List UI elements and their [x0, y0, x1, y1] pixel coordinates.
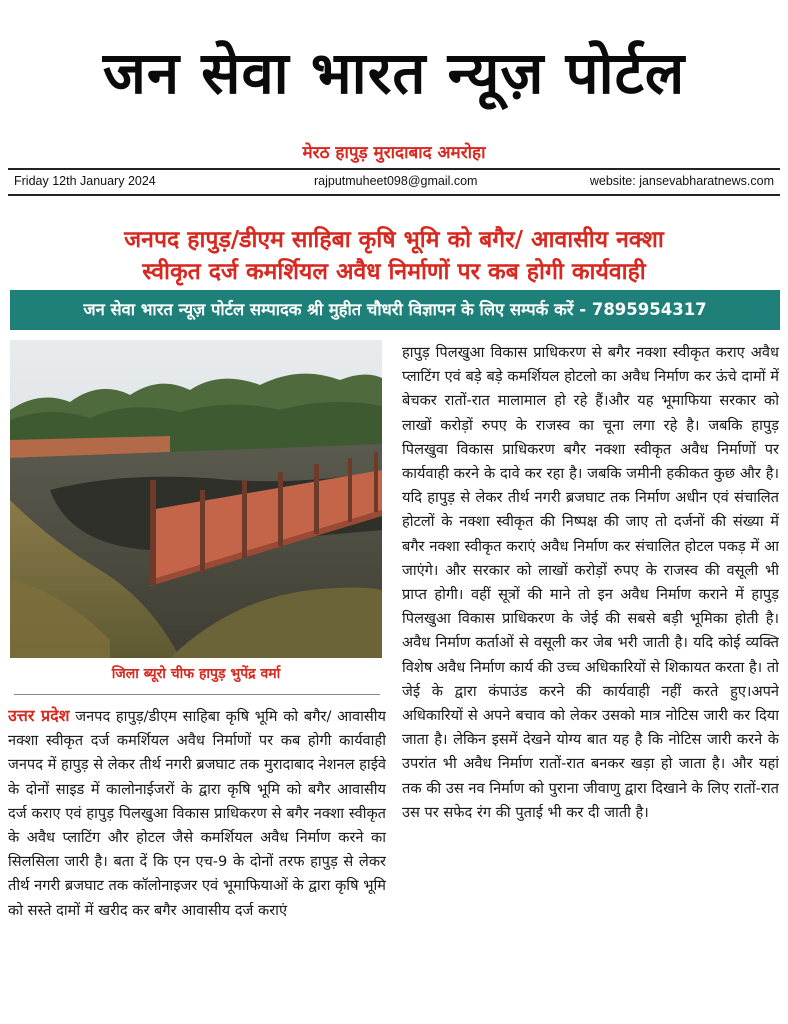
website-link[interactable]: website: jansevabharatnews.com — [589, 174, 774, 188]
article-column-left — [8, 704, 386, 1020]
article-lead-location: उत्तर प्रदेश — [8, 706, 70, 725]
publish-date: Friday 12th January 2024 — [14, 174, 156, 188]
photo-caption: जिला ब्यूरो चीफ हापुड़ भुपेंद्र वर्मा — [111, 666, 281, 682]
headline-line-2: स्वीकृत दर्ज कमर्शियल अवैध निर्माणों पर कब होगी कार्यवाही — [142, 259, 646, 285]
cities-subtitle: मेरठ हापुड़ मुरादाबाद अमरोहा — [302, 143, 486, 163]
masthead-title: जन सेवा भारत न्यूज़ पोर्टल — [102, 39, 686, 107]
article-headline — [10, 224, 778, 288]
article-column-right: हापुड़ पिलखुआ विकास प्राधिकरण से बगैर नक्शा स्वीकृत कराए अवैध प्लाटिंग एवं बड़े बड़े कमर्शियल होटलो का अवैध निर्माण कर ऊंचे दामों में बेचकर रातों-रात मालामाल हो रहे हैं।और यह भूमाफिया सरकार को लाखों करोड़ों रुपए के राजस्व का चूना लगा रहे है। जबकि हापुड़ पिलखुवा विकास प्राधिकरण बगैर नक्शा स्वीकृत अवैध निर्माणों पर कार्यवाही करने के दावे कर रहा है। जबकि जमीनी हकीकत कुछ और है। यदि हापुड़ से लेकर तीर्थ नगरी ब्रजघाट तक निर्माण अधीन एवं संचालित होटलों के नक्शा स्वीकृत की निष्पक्ष की जाए तो दर्जनों की संख्या में बगैर नक्शा स्वीकृत कराएं अवैध निर्माण कर संचालित होटल पकड़ में आ जाएंगे। और सरकार को लाखों करोड़ों रुपए के राजस्व की वसूली भी प्राप्त होगी। वहीं सूत्रों की माने तो इन अवैध निर्माण कराने में हापुड़ पिलखुआ विकास प्राधिकरण के जेई की सबसे बड़ी भूमिका होती है। अवैध निर्माण कर्ताओं से वसूली कर जेब भरी जाती है। यदि कोई व्यक्ति विशेष अवैध निर्माण कार्य की उच्च अधिकारियों से शिकायत करता है। तो जेई के द्वारा कंपाउंड करने की कार्यवाही नहीं करते हुए।अपने अधिकारियों से अपने बचाव को लेकर उसको मात्र नोटिस जारी कर दिया जाता है। लेकिन इसमें देखने योग्य बात यह है कि नोटिस जारी करने के उपरांत भी अवैध निर्माण रातों-रात बनकर खड़ा हो जाता है। और यहां तक की उस नव निर्माण को पुराना जीवाणु द्वारा दिखाने के लिए रातों-रात उस पर सफेद रंग की पुताई भी कर दी जाती है। — [402, 344, 779, 821]
news-photo — [10, 340, 382, 658]
top-divider — [8, 168, 780, 170]
headline-line-1: जनपद हापुड़/डीएम साहिबा कृषि भूमि को बगैर/ आवासीय नक्शा — [124, 227, 664, 253]
bottom-divider — [8, 194, 780, 196]
contact-email[interactable]: rajputmuheet098@gmail.com — [314, 174, 478, 188]
article-body-left: जनपद हापुड़/डीएम साहिबा कृषि भूमि को बगैर/ आवासीय नक्शा स्वीकृत दर्ज कमर्शियल अवैध निर्माणों पर कब होगी कार्यवाही जनपद में हापुड़ से लेकर तीर्थ नगरी ब्रजघाट तक मुरादाबाद नेशनल हाईवे के दोनों साइड में कालोनाईजरों के द्वारा कृषि भूमि को बगैर आवासीय दर्ज कराए एवं हापुड़ पिलखुआ विकास प्राधिकरण से बगैर नक्शा स्वीकृत के अवैध प्लाटिंग और होटल जैसे कमर्शियल अवैध निर्माण करने का सिलसिला जारी है। बता दें कि एन एच-9 के दोनों तरफ हापुड़ से लेकर तीर्थ नगरी ब्रजघाट तक कॉलोनाइजर एवं भूमाफियाओं के द्वारा कृषि भूमि को सस्ते दामों में खरीद कर बगैर आवासीय दर्ज कराएं — [8, 708, 386, 919]
caption-divider — [14, 694, 380, 695]
editor-contact-banner: जन सेवा भारत न्यूज़ पोर्टल सम्पादक श्री मुहीत चौधरी विज्ञापन के लिए सम्पर्क करें - 7895954317 — [10, 290, 780, 330]
